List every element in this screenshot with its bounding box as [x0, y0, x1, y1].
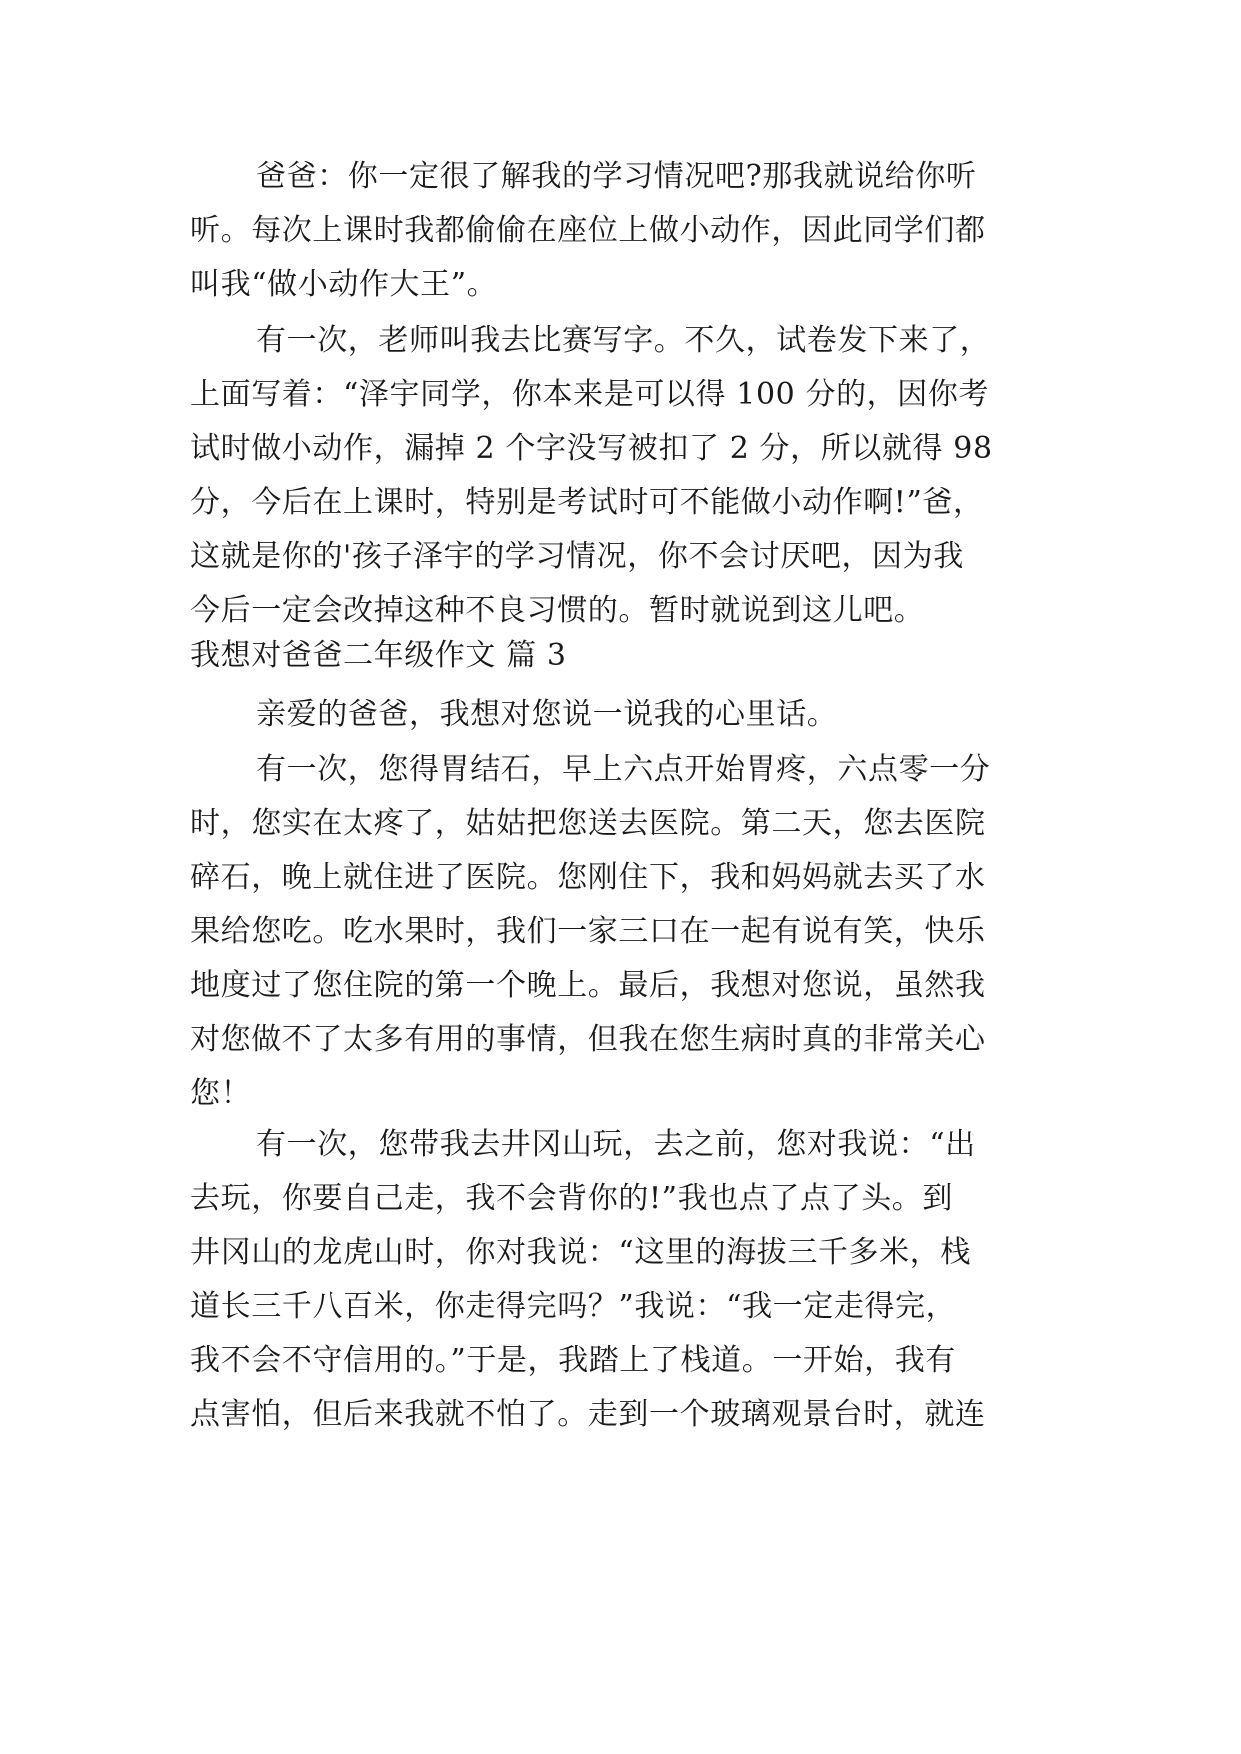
essay-block-2 — [190, 314, 1060, 638]
text-line: 地度过了您住院的第一个晚上。最后，我想对您说，虽然我 — [190, 968, 986, 1003]
section-heading: 我想对爸爸二年级作文 篇 3 — [190, 638, 567, 673]
text-line: 对您做不了太多有用的事情，但我在您生病时真的非常关心 — [190, 1022, 986, 1057]
text-line: 您！ — [190, 1076, 252, 1111]
text-line: 爸爸：你一定很了解我的学习情况吧?那我就说给你听 — [256, 159, 977, 194]
text-line: 有一次，老师叫我去比赛写字。不久，试卷发下来了， — [256, 323, 991, 358]
essay-block-4 — [190, 743, 1060, 1121]
text-line: 道长三千八百米，你走得完吗？”我说：“我一定走得完， — [190, 1289, 957, 1324]
text-line: 井冈山的龙虎山时，你对我说：“这里的海拔三千多米，栈 — [190, 1235, 971, 1270]
text-line: 有一次，您得胃结石，早上六点开始胃疼，六点零一分 — [256, 752, 991, 787]
text-line: 有一次，您带我去井冈山玩，去之前，您对我说：“出 — [256, 1127, 976, 1162]
text-line: 碎石，晚上就住进了医院。您刚住下，我和妈妈就去买了水 — [190, 860, 986, 895]
text-line: 叫我“做小动作大王”。 — [190, 267, 498, 302]
text-line: 去玩，你要自己走，我不会背你的!”我也点了点了头。到 — [190, 1181, 953, 1216]
text-line: 今后一定会改掉这种不良习惯的。暂时就说到这儿吧。 — [190, 593, 925, 628]
text-line: 这就是你的'孩子泽宇的学习情况，你不会讨厌吧，因为我 — [190, 539, 964, 574]
text-line: 果给您吃。吃水果时，我们一家三口在一起有说有笑，快乐 — [190, 914, 986, 949]
text-line: 听。每次上课时我都偷偷在座位上做小动作，因此同学们都 — [190, 213, 986, 248]
text-line: 上面写着：“泽宇同学，你本来是可以得 100 分的，因你考 — [190, 377, 990, 412]
text-line: 点害怕，但后来我就不怕了。走到一个玻璃观景台时，就连 — [190, 1397, 986, 1432]
essay-block-1 — [190, 150, 1060, 312]
text-line: 试时做小动作，漏掉 2 个字没写被扣了 2 分，所以就得 98 — [190, 431, 993, 466]
section-heading-block — [190, 629, 1060, 683]
essay-block-3 — [190, 688, 1060, 742]
text-line: 时，您实在太疼了，姑姑把您送去医院。第二天，您去医院 — [190, 806, 986, 841]
text-line: 我不会不守信用的。”于是，我踏上了栈道。一开始，我有 — [190, 1343, 956, 1378]
essay-block-5 — [190, 1118, 1060, 1442]
text-line: 亲爱的爸爸，我想对您说一说我的心里话。 — [256, 697, 838, 732]
text-line: 分，今后在上课时，特别是考试时可不能做小动作啊!”爸， — [190, 485, 984, 520]
